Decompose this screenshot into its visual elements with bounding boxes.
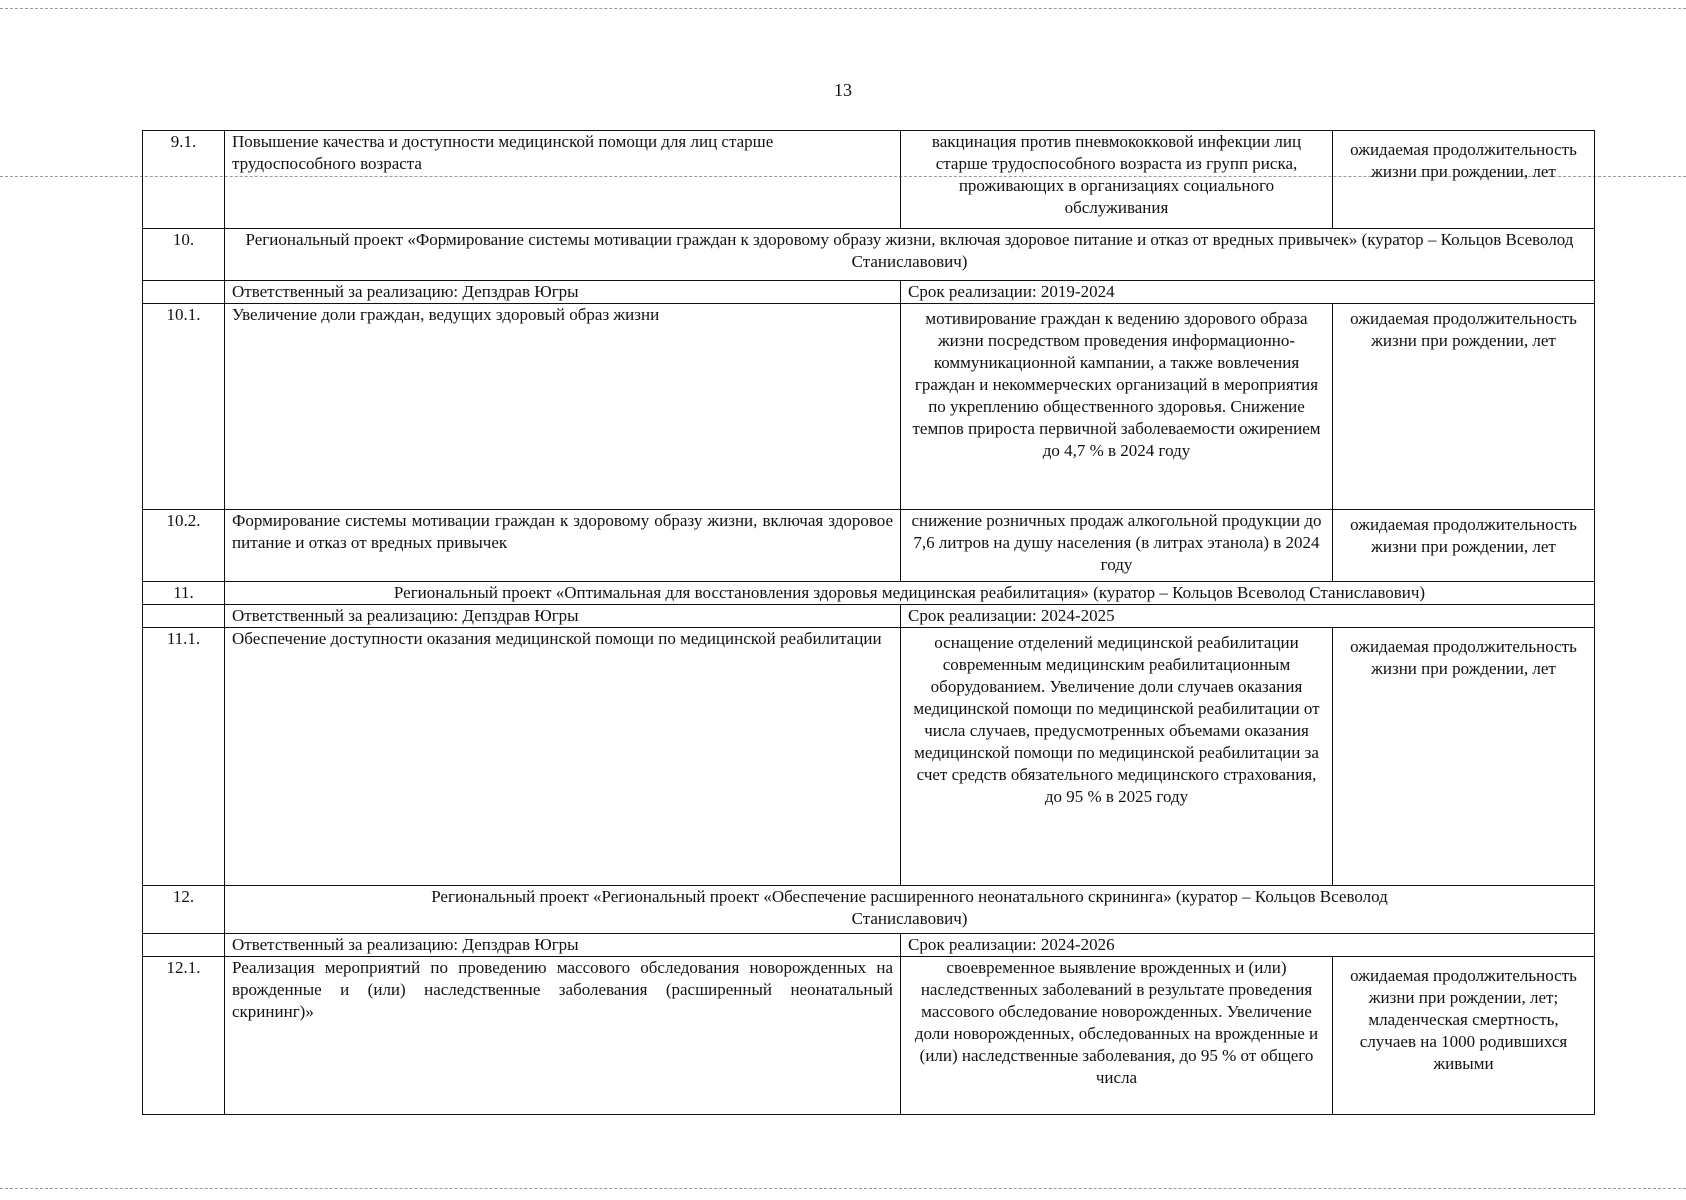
project-row	[143, 886, 1595, 934]
project-title: Региональный проект «Оптимальная для восстановления здоровья медицинская реабилитация» (куратор – Кольцов Всеволод Станиславович)	[225, 582, 1595, 605]
responsible-label: Ответственный за реализацию: Депздрав Югры	[225, 605, 901, 628]
task-cell: Обеспечение доступности оказания медицинской помощи по медицинской реабилитации	[225, 628, 901, 886]
empty-cell	[143, 605, 225, 628]
measures-table	[142, 130, 1595, 1115]
row-number: 11.	[143, 582, 225, 605]
table-row	[143, 510, 1595, 582]
project-title: Региональный проект «Региональный проект «Обеспечение расширенного неонатального скрининга» (куратор – Кольцов Всеволод Станиславович)	[225, 886, 1595, 934]
result-cell: мотивирование граждан к ведению здорового образа жизни посредством проведения информационно-коммуникационной кампании, а также вовлечения граждан и некоммерческих организаций в мероприятия по укреплению общественного здоровья. Снижение темпов прироста первичной заболеваемости ожирением до 4,7 % в 2024 году	[901, 304, 1333, 510]
project-title: Региональный проект «Формирование системы мотивации граждан к здоровому образу жизни, включая здоровое питание и отказ от вредных привычек» (куратор – Кольцов Всеволод Станиславович)	[225, 229, 1595, 281]
task-cell: Реализация мероприятий по проведению массового обследования новорожденных на врожденные и (или) наследственные заболевания (расширенный неонатальный скрининг)»	[225, 957, 901, 1115]
table-row	[143, 957, 1595, 1115]
project-row	[143, 229, 1595, 281]
result-cell: своевременное выявление врожденных и (или) наследственных заболеваний в результате проведения массового обследование новорожденных. Увеличение доли новорожденных, обследованных на врожденные и (или) наследственные заболевания, до 95 % от общего числа	[901, 957, 1333, 1115]
scan-artifact-top	[0, 8, 1686, 9]
empty-cell	[143, 934, 225, 957]
task-cell: Увеличение доли граждан, ведущих здоровый образ жизни	[225, 304, 901, 510]
responsible-row	[143, 281, 1595, 304]
indicator-cell: ожидаемая продолжительность жизни при рождении, лет	[1333, 628, 1595, 886]
empty-cell	[143, 281, 225, 304]
indicator-cell: ожидаемая продолжительность жизни при рождении, лет	[1333, 510, 1595, 582]
result-cell: оснащение отделений медицинской реабилитации современным медицинским реабилитационным оборудованием. Увеличение доли случаев оказания медицинской помощи по медицинской реабилитации от числа случаев, предусмотренных объемами оказания медицинской помощи по медицинской реабилитации за счет средств обязательного медицинского страхования, до 95 % в 2025 году	[901, 628, 1333, 886]
responsible-row	[143, 605, 1595, 628]
indicator-cell: ожидаемая продолжительность жизни при рождении, лет; младенческая смертность, случаев на 1000 родившихся живыми	[1333, 957, 1595, 1115]
table-row	[143, 131, 1595, 229]
row-number: 12.1.	[143, 957, 225, 1115]
row-number: 11.1.	[143, 628, 225, 886]
task-cell: Формирование системы мотивации граждан к здоровому образу жизни, включая здоровое питание и отказ от вредных привычек	[225, 510, 901, 582]
table-row	[143, 628, 1595, 886]
task-cell: Повышение качества и доступности медицинской помощи для лиц старше трудоспособного возраста	[225, 131, 901, 229]
term-label: Срок реализации: 2024-2025	[901, 605, 1595, 628]
scan-artifact-bottom	[0, 1188, 1686, 1189]
result-cell: вакцинация против пневмококковой инфекции лиц старше трудоспособного возраста из групп риска, проживающих в организациях социального обслуживания	[901, 131, 1333, 229]
row-number: 10.2.	[143, 510, 225, 582]
row-number: 10.	[143, 229, 225, 281]
project-row	[143, 582, 1595, 605]
row-number: 9.1.	[143, 131, 225, 229]
table-row	[143, 304, 1595, 510]
page-number: 13	[834, 80, 852, 100]
responsible-label: Ответственный за реализацию: Депздрав Югры	[225, 934, 901, 957]
row-number: 12.	[143, 886, 225, 934]
result-cell: снижение розничных продаж алкогольной продукции до 7,6 литров на душу населения (в литрах этанола) в 2024 году	[901, 510, 1333, 582]
term-label: Срок реализации: 2019-2024	[901, 281, 1595, 304]
indicator-cell: ожидаемая продолжительность жизни при рождении, лет	[1333, 131, 1595, 229]
responsible-label: Ответственный за реализацию: Депздрав Югры	[225, 281, 901, 304]
responsible-row	[143, 934, 1595, 957]
term-label: Срок реализации: 2024-2026	[901, 934, 1595, 957]
row-number: 10.1.	[143, 304, 225, 510]
indicator-cell: ожидаемая продолжительность жизни при рождении, лет	[1333, 304, 1595, 510]
